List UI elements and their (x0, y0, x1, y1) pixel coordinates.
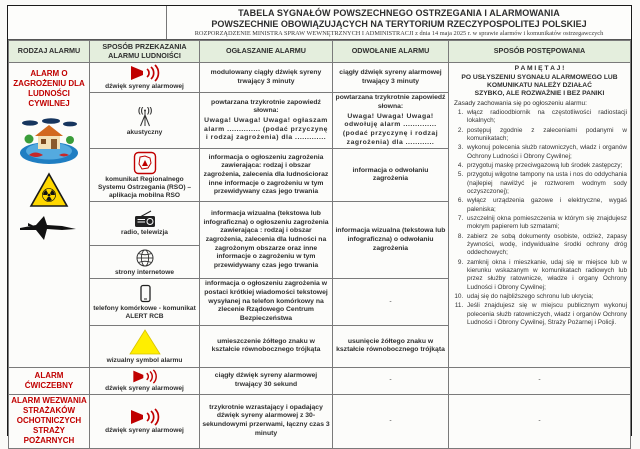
list-item: 11. Jeśli znajdujesz się w miejscu publicznym wykonuj polecenia służb ratowniczych, władz i organów Ochrony Ludności i Obrony Cywilnej, Straży Pożarnej i Policji. (465, 302, 627, 327)
alarm-civil-name: ALARM O ZAGROŻENIU DLA LUDNOŚCI CYWILNEJ (13, 69, 85, 109)
channel-drill-siren-cell (90, 367, 200, 394)
channel-web-cell (90, 246, 200, 279)
list-item: 8. zabierz ze sobą dokumenty osobiste, odzież, zapasy żywności, wodę, indywidualne środki ochrony dróg oddechowych; (465, 233, 627, 258)
alarm-drill-name: ALARM ĆWICZEBNY (24, 370, 74, 390)
list-item: 1. włącz radioodbiornik na częstotliwości radiostacji lokalnych; (465, 109, 627, 126)
red-megaphone-sound-waves-icon (92, 64, 197, 82)
procedure-osp-cell: - (449, 394, 631, 448)
procedure-header-line3: SZYBKO, ALE ROZWAŻNIE I BEZ PANIKI (474, 90, 605, 98)
poland-map-warning-app-icon (92, 151, 197, 175)
alarm-type-firefighters-cell (9, 394, 90, 448)
radio-antenna-broadcast-icon (92, 104, 197, 128)
header-rodzaj-alarmu: RODZAJ ALARMU (9, 41, 90, 63)
list-item: 9. zamknij okna i mieszkanie, udaj się w miejsce lub w kierunku wskazanym w komunikatach radiowych lub przez służby ratownicze, władze i organy Ochrony Ludności i Obrony Cywilnej; (465, 259, 627, 292)
alarm-civil-illustrations (11, 117, 87, 244)
header-odwolanie-alarmu: ODWOŁANIE ALARMU (333, 41, 449, 63)
poster-frame (7, 5, 632, 446)
channel-acoustic-label: akustyczny (126, 129, 163, 137)
red-megaphone-sound-waves-icon (92, 369, 197, 384)
cancel-media-cell: informacja wizualna (tekstowa lub infograficzna) o odwołaniu zagrożenia (333, 202, 449, 279)
announce-phone-cell: informacja o ogłoszeniu zagrożenia w postaci krótkiej wiadomości tekstowej wysyłanej na telefon komórkowy na zlecenie Rządowego Centrum Bezpieczeństwa (200, 279, 333, 325)
channel-rso-label: komunikat Regionalnego Systemu Ostrzegania (RSO) – aplikacja mobilna RSO (97, 175, 192, 199)
radiation-hazard-triangle-icon (29, 172, 69, 208)
channel-visual-symbol-cell (90, 325, 200, 367)
header-oglaszanie-alarmu: OGŁASZANIE ALARMU (200, 41, 333, 63)
table-row (9, 394, 631, 448)
channel-osp-siren-cell (90, 394, 200, 448)
svg-text:)): )) (146, 106, 152, 116)
channel-web-label: strony internetowe (115, 268, 174, 276)
table-row (9, 367, 631, 394)
cancel-acoustic-text: Uwaga! Uwaga! Uwaga! odwołuję alarm .............. (podać przyczynę i rodzaj zagrożenia) dla ............ (342, 112, 439, 146)
cancel-drill-cell: - (333, 367, 449, 394)
portable-radio-icon (92, 210, 197, 228)
header-sposob-postepowania: SPOSÓB POSTĘPOWANIA (449, 41, 631, 63)
list-item: 6. wyłącz urządzenia gazowe i elektryczne, wygaś paleniska; (465, 197, 627, 214)
announce-osp-cell: trzykrotnie wzrastający i opadający dźwięk syreny alarmowej z 30-sekundowymi przerwami, łączny czas 3 minuty (200, 394, 333, 448)
list-item: 2. postępuj zgodnie z zaleceniami podanymi w komunikatach; (465, 127, 627, 144)
channel-radio-tv-cell (90, 202, 200, 246)
procedure-list (452, 109, 627, 327)
title-text (167, 6, 631, 39)
announce-siren-cell: modulowany ciągły dźwięk syreny trwający 3 minuty (200, 63, 333, 93)
announce-drill-cell: ciągły dźwięk syreny alarmowej trwający 30 sekund (200, 367, 333, 394)
channel-siren-cell (90, 63, 200, 93)
announce-rso-cell: informacja o ogłoszeniu zagrożenia zawierająca: rodzaj i obszar zagrożenia, zalecenia dla ludnościoraz inne informacje o zagrożeniu w tym przewidywany czas jego trwania (200, 149, 333, 202)
yellow-triangle-icon (92, 328, 197, 356)
list-item: 3. wykonuj polecenia służb ratowniczych, władz i organów Ochrony Ludności i Obrony Cywilnej; (465, 144, 627, 161)
alarm-type-civil-cell (9, 63, 90, 367)
announce-visual-cell: umieszczenie żółtego znaku w kształcie równobocznego trójkąta (200, 325, 333, 367)
fighter-jet-silhouette-icon (18, 213, 80, 243)
smartphone-outline-icon (92, 284, 197, 304)
svg-text:☢: ☢ (40, 185, 58, 208)
header-row (9, 41, 631, 63)
header-sposob-przekazania: SPOSÓB PRZEKAZANIA ALARMU LUDNOIŚCI (90, 41, 200, 63)
cancel-rso-cell: informacja o odwołaniu zagrożenia (333, 149, 449, 202)
channel-phone-label: telefony komórkowe - komunikat ALERT RCB (93, 304, 196, 320)
channel-visual-symbol-label: wizualny symbol alarmu (106, 356, 183, 364)
procedure-drill-cell: - (449, 367, 631, 394)
channel-drill-siren-label: dźwięk syreny alarmowej (105, 384, 184, 392)
list-item: 7. uszczelnij okna pomieszczenia w którym się znajdujesz mokrym papierem lub szmatami; (465, 215, 627, 232)
regulation-reference: ROZPORZĄDZENIE MINISTRA SPRAW WEWNĘTRZNYCH I ADMINISTRACJI z dnia 14 maja 2025 r. w sprawie alarmów i komunikatów ostrzegawczych (194, 30, 604, 37)
title-spacer (8, 6, 167, 39)
alarm-firefighters-name: ALARM WEZWANIA STRAŻAKÓW OCHOTNICZYCH STRAŻY POŻARNYCH (11, 396, 87, 446)
page-subtitle: POWSZECHNIE OBOWIĄZUJĄCYCH NA TERYTORIUM RZECZYPOSPOLITEJ POLSKIEJ (211, 19, 587, 29)
procedure-cell (449, 63, 631, 367)
announce-acoustic-cell (200, 93, 333, 149)
channel-siren-label: dźwięk syreny alarmowej (105, 83, 184, 91)
alarm-signals-table (8, 40, 631, 449)
flood-island-house-illustration (17, 117, 81, 167)
cancel-osp-cell: - (333, 394, 449, 448)
cancel-visual-cell: usunięcie żółtego znaku w kształcie równobocznego trójkąta (333, 325, 449, 367)
channel-phone-cell (90, 279, 200, 325)
procedure-intro: Zasady zachowania się po ogłoszeniu alarmu: (454, 99, 587, 107)
cancel-acoustic-intro: powtarzana trzykrotnie zapowiedź słowna: (335, 94, 446, 110)
red-megaphone-sound-waves-icon (92, 408, 197, 426)
procedure-header-pamietaj: P A M I Ę T A J ! (514, 65, 565, 73)
list-item: 4. przygotuj maskę przeciwgazową lub środek zastępczy; (465, 162, 627, 170)
cancel-phone-cell: - (333, 279, 449, 325)
channel-radio-tv-label: radio, telewizja (121, 229, 168, 237)
channel-rso-cell (90, 149, 200, 202)
list-item: 5. przygotuj wilgotne tampony na usta i nos do oddychania (najlepiej nawilżyć je roztworem wodnym sody oczyszczonej); (465, 171, 627, 196)
procedure-header-line2: PO USŁYSZENIU SYGNAŁU ALARMOWEGO LUB KOMUNIKATU NALEŻY DZIAŁAĆ (461, 73, 618, 90)
list-item: 10. udaj się do najbliższego schronu lub ukrycia; (465, 293, 627, 301)
cancel-acoustic-cell (333, 93, 449, 149)
svg-text:((: (( (137, 106, 143, 116)
announce-acoustic-intro: powtarzana trzykrotnie zapowiedź słowna: (211, 98, 321, 115)
channel-osp-siren-label: dźwięk syreny alarmowej (105, 426, 184, 434)
page-title: TABELA SYGNAŁÓW POWSZECHNEGO OSTRZEGANIA I ALARMOWANIA (238, 8, 560, 18)
table-row (9, 63, 631, 93)
channel-acoustic-cell (90, 93, 200, 149)
announce-media-cell: informacja wizualna (tekstowa lub infograficzna) o ogłoszeniu zagrożenia zawierająca : rodzaj i obszar zagrożenia, zalecenia dla ludności na zagrożonym obszarze oraz inne informacje o zagrożeniu w tym przewidywany czas jego trwania (200, 202, 333, 279)
cancel-siren-cell: ciągły dźwięk syreny alarmowej trwający 3 minuty (333, 63, 449, 93)
alarm-type-drill-cell (9, 367, 90, 394)
title-block (8, 6, 631, 40)
globe-grid-icon (92, 248, 197, 268)
announce-acoustic-text: Uwaga! Uwaga! Uwaga! ogłaszam alarm .............. (podać przyczynę i rodzaj zagrożenia) dla ............. (204, 116, 328, 142)
